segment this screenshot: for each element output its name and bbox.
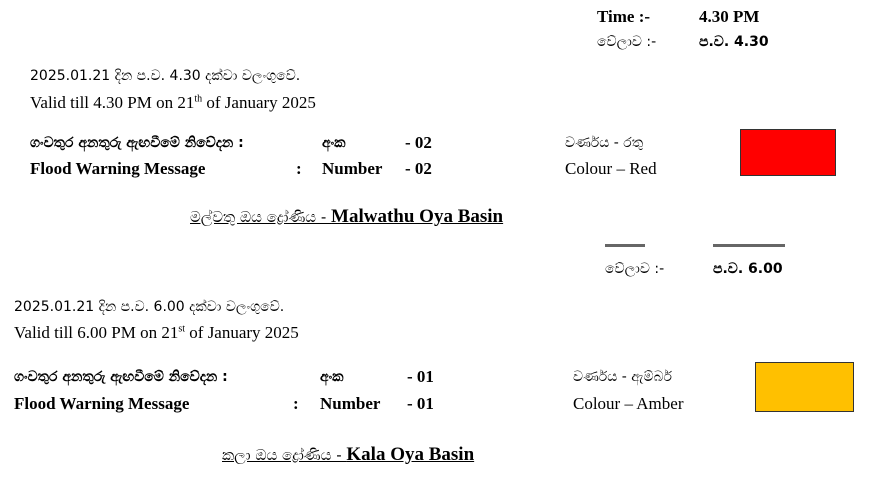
valid-until-en-text: Valid till 4.30 PM on 21: [30, 93, 195, 112]
time-label-si: වේලාව :-: [597, 34, 657, 50]
colour-swatch-red: [740, 129, 836, 176]
valid-until-si: 2025.01.21 දින ප.ව. 6.00 දක්වා වලංගුවේ.: [14, 299, 285, 315]
time-label-en: Time :-: [597, 7, 651, 26]
basin-title-en: Malwathu Oya Basin: [331, 206, 504, 227]
basin-title: [222, 444, 474, 466]
colour-si: වර්ණය - රතු: [565, 135, 644, 151]
valid-until-si: 2025.01.21 දින ප.ව. 4.30 දක්වා වලංගුවේ.: [30, 68, 301, 84]
time-value-en: 4.30 PM: [699, 7, 760, 26]
cropped-header-fragment: [713, 244, 785, 247]
cropped-header-fragment: [605, 244, 645, 247]
number-value-si: - 02: [405, 133, 432, 152]
number-label-si: අංක: [320, 369, 344, 385]
colour-en: Colour – Red: [565, 159, 657, 178]
number-value-en: - 02: [405, 159, 432, 178]
number-value-si: - 01: [407, 367, 434, 386]
message-colon: :: [296, 159, 302, 178]
basin-title-si: කලා ඔය ද්‍රෝණිය -: [222, 446, 347, 464]
valid-until-en-suffix: st: [178, 323, 186, 335]
number-label-en: Number: [320, 394, 381, 413]
colour-swatch-amber: [755, 362, 854, 412]
valid-until-en: [14, 323, 299, 343]
time-value-si: ප.ව. 6.00: [713, 261, 783, 277]
time-value-si: ප.ව. 4.30: [699, 34, 769, 50]
number-label-en: Number: [322, 159, 383, 178]
message-label-si: ගංවතුර අනතුරු ඇඟවීමේ නිවේදන :: [30, 135, 244, 151]
number-label-si: අංක: [322, 135, 346, 151]
basin-title: [190, 206, 503, 228]
basin-title-en: Kala Oya Basin: [346, 444, 475, 465]
valid-until-en-suffix: th: [194, 93, 203, 105]
valid-until-en-text: Valid till 6.00 PM on 21: [14, 323, 179, 342]
time-label-si: වේලාව :-: [605, 261, 665, 277]
number-value-en: - 01: [407, 394, 434, 413]
message-label-en: Flood Warning Message: [30, 159, 206, 178]
valid-until-en-tail: of January 2025: [202, 93, 316, 112]
message-label-en: Flood Warning Message: [14, 394, 190, 413]
valid-until-en: [30, 93, 316, 113]
colour-si: වර්ණය - ඇම්බර්: [573, 369, 672, 385]
valid-until-en-tail: of January 2025: [185, 323, 299, 342]
message-label-si: ගංවතුර අනතුරු ඇඟවීමේ නිවේදන :: [14, 369, 228, 385]
colour-en: Colour – Amber: [573, 394, 684, 413]
basin-title-si: මල්වතු ඔය ද්‍රෝණිය -: [190, 208, 332, 226]
message-colon: :: [293, 394, 299, 413]
